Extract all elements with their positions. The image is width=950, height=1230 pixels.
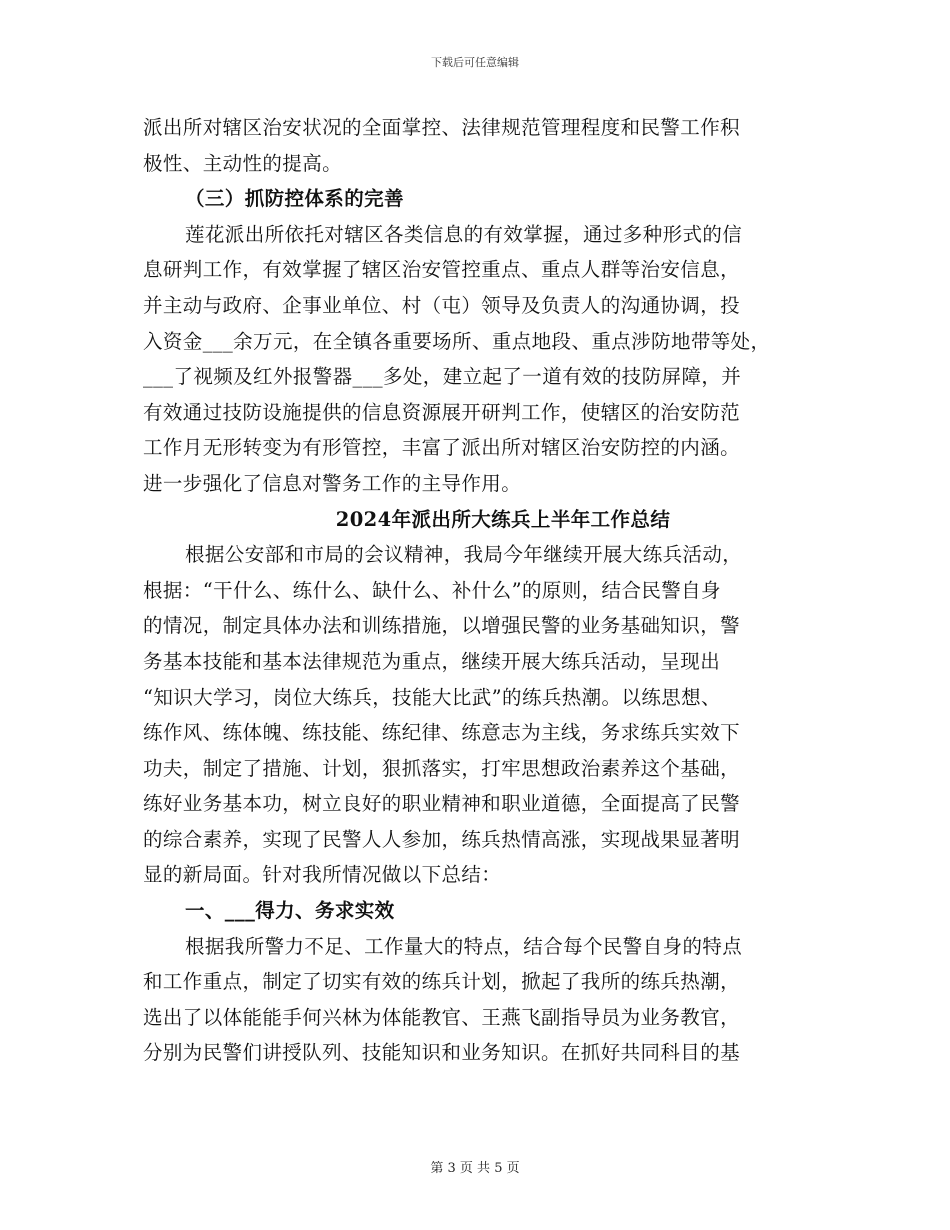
paragraph-line: 极性、主动性的提高。 [143, 151, 343, 175]
paragraph-line: 功夫，制定了措施、计划，狠抓落实，打牢思想政治素养这个基础， [143, 756, 741, 780]
paragraph-line: 根据公安部和市局的会议精神，我局今年继续开展大练兵活动， [185, 543, 743, 567]
paragraph-line: 和工作重点，制定了切实有效的练兵计划，掀起了我所的练兵热潮， [143, 970, 741, 994]
paragraph-line: 选出了以体能能手何兴林为体能教官、王燕飞副指导员为业务教官， [143, 1005, 741, 1029]
paragraph-line: 息研判工作，有效掌握了辖区治安管控重点、重点人群等治安信息， [143, 258, 741, 282]
paragraph-line: 根据我所警力不足、工作量大的特点，结合每个民警自身的特点 [185, 934, 743, 958]
paragraph-line: 的综合素养，实现了民警人人参加，练兵热情高涨，实现战果显著明 [143, 827, 741, 851]
page-footer: 第 3 页 共 5 页 [430, 1161, 520, 1176]
paragraph-line: 分别为民警们讲授队列、技能知识和业务知识。在抓好共同科目的基 [143, 1041, 741, 1065]
paragraph-line: 务基本技能和基本法律规范为重点，继续开展大练兵活动，呈现出 [143, 649, 721, 673]
paragraph-line: 派出所对辖区治安状况的全面掌控、法律规范管理程度和民警工作积 [143, 116, 741, 139]
paragraph-line: 显的新局面。针对我所情况做以下总结： [143, 863, 502, 887]
paragraph-line: 并主动与政府、企事业单位、村（屯）领导及负责人的沟通协调，投 [143, 293, 741, 317]
paragraph-line: 入资金___余万元，在全镇各重要场所、重点地段、重点涉防地带等处， [143, 329, 771, 353]
paragraph-line: 练好业务基本功，树立良好的职业精神和职业道德，全面提高了民警 [143, 792, 741, 816]
paragraph-line: “知识大学习，岗位大练兵，技能大比武”的练兵热潮。以练思想、 [143, 685, 721, 709]
document-body [143, 110, 823, 1071]
paragraph-line: 莲花派出所依托对辖区各类信息的有效掌握，通过多种形式的信 [185, 222, 743, 246]
page-header: 下载后可任意编辑 [431, 56, 519, 69]
paragraph-line: 有效通过技防设施提供的信息资源展开研判工作，使辖区的治安防范 [143, 400, 741, 424]
section-heading: 一、___得力、务求实效 [185, 899, 395, 923]
paragraph-line: 工作月无形转变为有形管控，丰富了派出所对辖区治安防控的内涵。 [143, 436, 741, 460]
paragraph-line: 根据：“干什么、练什么、缺什么、补什么”的原则，结合民警自身 [143, 578, 721, 602]
paragraph-line: 进一步强化了信息对警务工作的主导作用。 [143, 471, 522, 495]
paragraph-line: ___了视频及红外报警器___多处，建立起了一道有效的技防屏障，并 [143, 365, 742, 389]
paragraph-line: 的情况，制定具体办法和训练措施，以增强民警的业务基础知识，警 [143, 614, 741, 638]
section-heading: （三）抓防控体系的完善 [185, 187, 404, 211]
document-title: 2024年派出所大练兵上半年工作总结 [335, 507, 671, 531]
paragraph-line: 练作风、练体魄、练技能、练纪律、练意志为主线，务求练兵实效下 [143, 721, 741, 745]
